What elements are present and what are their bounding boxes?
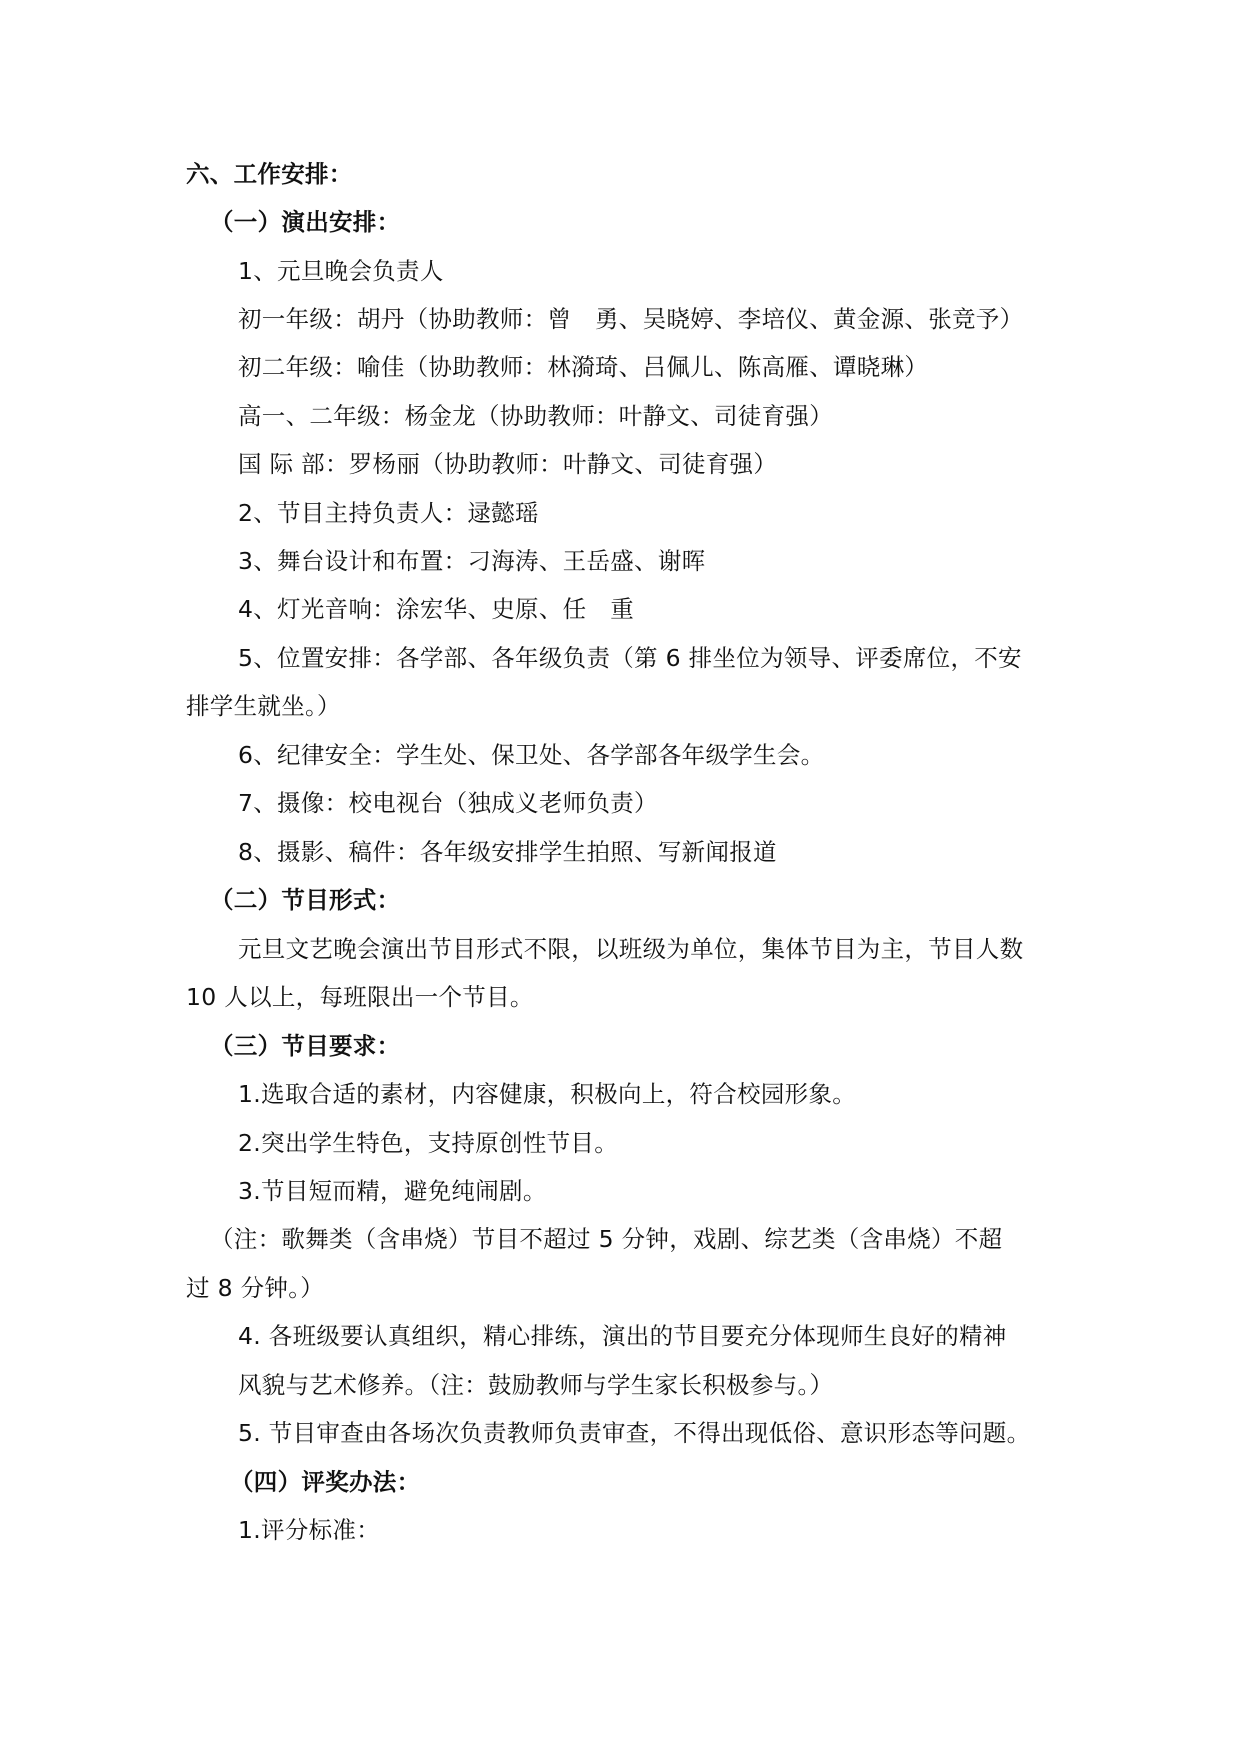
req3-line: 3.节目短而精，避免纯闹剧。 bbox=[238, 1177, 547, 1205]
item7-line: 7、摄像：校电视台（独成义老师负责） bbox=[238, 789, 658, 817]
sub4-item1: 1.评分标准： bbox=[238, 1516, 381, 1544]
grade1-line: 初一年级：胡丹（协助教师：曾 勇、吴晓婷、李培仪、黄金源、张竞予） bbox=[238, 305, 1024, 333]
req4-line1: 4. 各班级要认真组织，精心排练，演出的节目要充分体现师生良好的精神 bbox=[238, 1322, 1007, 1350]
item6-line: 6、纪律安全：学生处、保卫处、各学部各年级学生会。 bbox=[238, 741, 825, 769]
req5-line: 5. 节目审查由各场次负责教师负责审查，不得出现低俗、意识形态等问题。 bbox=[238, 1419, 1031, 1447]
senior-line: 高一、二年级：杨金龙（协助教师：叶静文、司徒育强） bbox=[238, 402, 833, 430]
note-line2: 过 8 分钟。） bbox=[186, 1274, 325, 1302]
intl-line: 国 际 部：罗杨丽（协助教师：叶静文、司徒育强） bbox=[238, 450, 778, 478]
sub2-heading: （二）节目形式： bbox=[210, 886, 401, 914]
item4-line: 4、灯光音响：涂宏华、史原、任 重 bbox=[238, 595, 635, 623]
sub2-para-line2: 10 人以上，每班限出一个节目。 bbox=[186, 983, 534, 1011]
sub1-heading: （一）演出安排： bbox=[210, 208, 401, 236]
item2-line: 2、节目主持负责人：逯懿瑶 bbox=[238, 499, 539, 527]
req1-line: 1.选取合适的素材，内容健康，积极向上，符合校园形象。 bbox=[238, 1080, 857, 1108]
section-title: 六、工作安排： bbox=[186, 160, 353, 188]
note-line1: （注：歌舞类（含串烧）节目不超过 5 分钟，戏剧、综艺类（含串烧）不超 bbox=[210, 1225, 1003, 1253]
sub4-heading: （四）评奖办法： bbox=[230, 1468, 421, 1496]
item1-title: 1、元旦晚会负责人 bbox=[238, 257, 444, 285]
item5-line1: 5、位置安排：各学部、各年级负责（第 6 排坐位为领导、评委席位，不安 bbox=[238, 644, 1022, 672]
sub3-heading: （三）节目要求： bbox=[210, 1032, 401, 1060]
item5-line2: 排学生就坐。） bbox=[186, 692, 341, 720]
req4-line2: 风貌与艺术修养。（注：鼓励教师与学生家长积极参与。） bbox=[238, 1371, 834, 1399]
sub2-para-line1: 元旦文艺晚会演出节目形式不限，以班级为单位，集体节目为主，节目人数 bbox=[238, 935, 1024, 963]
item3-line: 3、舞台设计和布置：刁海涛、王岳盛、谢晖 bbox=[238, 547, 706, 575]
grade2-line: 初二年级：喻佳（协助教师：林漪琦、吕佩儿、陈高雁、谭晓琳） bbox=[238, 353, 929, 381]
item8-line: 8、摄影、稿件：各年级安排学生拍照、写新闻报道 bbox=[238, 838, 777, 866]
req2-line: 2.突出学生特色，支持原创性节目。 bbox=[238, 1129, 619, 1157]
